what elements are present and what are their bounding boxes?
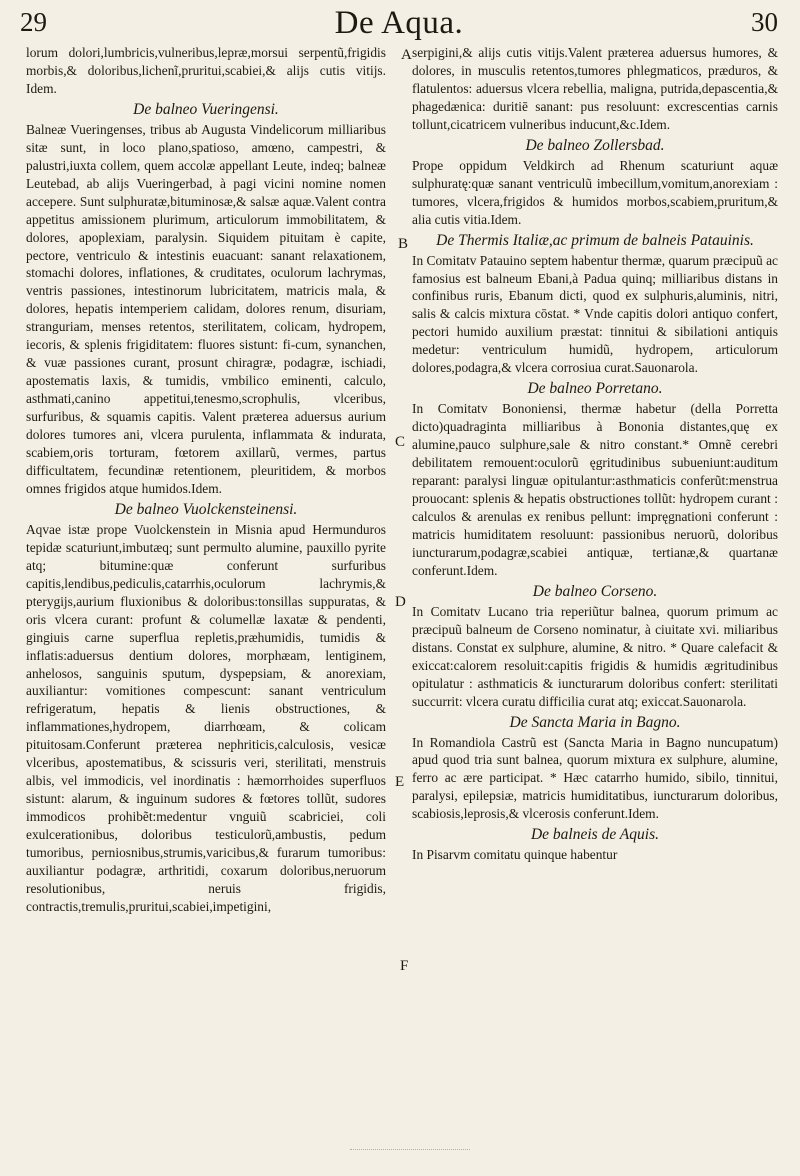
section-heading: De balneo Corseno. — [532, 582, 658, 600]
paragraph: serpigini,& alijs cutis vitijs.Valent præterea aduersus humores, & dolores, in musculis retentos,tumores phlegmaticos, præduros, & flatulentos: aduersus vlcera rebellia, maligna, putrida,depascentia,& phagedænica: duritiē sanant: pus resoluunt: excrescentias carnis tollunt,cicatricem vulneribus inducunt,&c.Idem. — [412, 45, 778, 132]
section-heading: De Sancta Maria in Bagno. — [509, 713, 681, 731]
section-heading: De balneis de Aquis. — [530, 826, 659, 844]
section-heading: De balneo Porretano. — [527, 380, 663, 398]
paragraph: In Comitatv Bononiensi, thermæ habetur (della Porretta dicto)quadraginta milliaribus à Bononia distantes,quę ex alumine,pauco sulphure,sale & nitro constant.* Omnẽ cerebri debilitatem remouent:oculorũ ęgritudinibus subueniunt:auditum reparant: paralysi linguæ opitulantur:asthmaticis conferũt:menstrua prouocant: splenis & hepatis obstructiones tollũt: hydropem curant : calculos & arenulas ex renibus pellunt: impręgnationi conferunt : matricis humiditatem resoluunt: passionibus neruorũ, doloribus iuncturarum,podagræ,scabiei antiquæ, tertianæ,& quartanæ conferunt.Idem. — [412, 401, 778, 578]
section-letter-c: C — [395, 434, 406, 450]
right-text-column — [412, 44, 778, 864]
running-title: De Aqua. — [334, 5, 464, 41]
section-heading: De balneo Vueringensi. — [133, 100, 279, 118]
paragraph: In Comitatv Lucano tria reperiũtur balnea, quorum primum ac præcipuũ balneum de Corseno nominatur, à ciuitate xvi. miliaribus distans. Constat ex sulphure, alumine, & nitro. * Quare calefacit & exiccat:calorem resoluit:capitis frigidis & humidis ægritudinibus opitulatur : asthmaticis & iuncturarum doloribus confert: sterilitati succurrit: vlcera curatu difficilia curat atq; exiccat.Sauonarola. — [412, 603, 778, 709]
page-header — [20, 4, 778, 46]
paragraph: In Pisarvm comitatu quinque habentur — [412, 847, 618, 863]
section-letter-a: A — [401, 47, 412, 63]
section-letter-b: B — [398, 236, 409, 252]
section-heading: De balneo Zollersbad. — [525, 136, 665, 154]
section-heading: De balneo Vuolckensteinensi. — [114, 500, 298, 518]
section-letter-e: E — [395, 774, 405, 790]
section-heading: De Thermis Italiæ,ac primum de balneis Patauinis. — [436, 231, 754, 249]
left-text-column — [26, 44, 386, 916]
paragraph: In Romandiola Castrũ est (Sancta Maria in Bagno nuncupatum) apud quod tria sunt balnea, quorum mixtura ex sulphure, alumine, ferro ac ære participat. * Hæc catarrho humido, sibilo, tinnitui, paralysi, epilepsiæ, matricis humiditatibus, iuncturarum doloribus, scabiosis,leprosis,& vlcerosis conferunt.Idem. — [412, 734, 778, 822]
section-letter-f: F — [400, 958, 409, 974]
page-bottom-edge — [350, 1149, 470, 1176]
paragraph: Prope oppidum Veldkirch ad Rhenum scaturiunt aquæ sulphuratę:quæ sanant ventriculũ imbecillum,vomitum,anorexiam : tumores, vlcera,frigidos & humidos morbos,scabiem,pruritum,& alia cutis vitia.Idem. — [412, 157, 778, 227]
section-letter-d: D — [395, 594, 406, 610]
page-number-left: 29 — [20, 7, 47, 37]
page-number-right: 30 — [751, 7, 778, 37]
paragraph: Balneæ Vueringenses, tribus ab Augusta Vindelicorum milliaribus sitæ sunt, in loco plano,spatioso, amœno, campestri, & palustri,iuxta collem, quem accolæ appellant Leute, indeq; balneæ Leutebad, ab alijs Vueringerbad, à pagi vicini nomine nomen accepere. Sunt sulphuratæ,bituminosæ,& salsæ aquæ.Valent contra appetitus amissionem plurimum, articulorum immobilitatem, & dolores, apoplexiam, paralysin. Siquidem pituitam è capite, pectore, ventriculo & intestinis euacuant: sanant relaxationem, stomachi dolores, inflationes, & cruditates, oculorum lachrymas, ventris passiones, intestinorum lubricitatem, matricis mala, & dolores, hepatis intemperiem calidam, dolores renum, disuriam, stranguriam, menses retentos, sterilitatem, colicam, hydropem, iecoris, & splenis frigiditatem: fluores sistunt: fi-cum, synanchen, & vuæ passiones curant, prosunt chiragræ, podagræ, ischiadi, apostematis laxis, & tumidis, vmbilico eminenti, calculo, asthmati,canino appetitui,tenesmo,scrophulis, vlceribus, surfuribus, & squamis capitis. Valent præterea aduersus aurium dolores tumores ani, vlcera purulenta, inflammata & indurata, scabiem,oris torturam, fœtorem axillarũ, vermes, partus difficultatem, fecundinæ retentionem, pleuritidem, & morbos omnes frigidos atque humidos.Idem. — [26, 121, 386, 496]
paragraph: lorum dolori,lumbricis,vulneribus,lepræ,morsui serpentũ,frigidis morbis,& doloribus,lichenĩ,pruritui,scabiei,& alijs cutis vitijs. Idem. — [26, 45, 386, 96]
paragraph: In Comitatv Patauino septem habentur thermæ, quarum præcipuũ ac famosius est balneum Ebani,à Padua quinq; milliaribus distans in confinibus ruris, Ebanum dicti, quod ex sulphuris,aluminis, nitri, salis & calcis mixtura cōstat. * Vnde capitis dolori antiquo confert, pectori humido auxilium præstat: tinnitui & sibilationi antiquis medetur: ventriculum humidũ, hydropem, articulorum dolores,podagra,& vlcera corrosiua curat.Sauonarola. — [412, 252, 778, 376]
paragraph: Aqvae istæ prope Vuolckenstein in Misnia apud Hermunduros tepidæ scaturiunt,imbutæq; sunt permulto alumine, pauxillo pyrite atq; bitumine:quæ conferunt surfuribus capitis,lendibus,pediculis,catarrhis,oculorum lachrymis,& pterygijs,aurium fluxionibus & doloribus:tonsillas suppuratas, & oris vlcera curant: profunt & columellæ laxatæ & pendenti, gingiuis carne superflua repletis,præhumidis, tumidis & inflatis:aduersus dentium dolores, morphæam, lentiginem, anhelosos, sanguinis sputum, dyspepsiam, & anorexiam, auxiliantur: vomitiones compescunt: sanant ventriculum refrigeratum, hepatis & lienis obstructiones, & inflammationes,hydropem, diarrhœam, & colicam pituitosam.Conferunt præterea nephriticis,calculosis, vesicæ vlceribus, apostematibus, & scissuris veri, sterilitati, menstruis albis, vel immodicis, vel inordinatis : hæmorrhoides superfluos sistunt: alarum, & inguinum sudores & fœtores tollũt, sudores immodicos prohibẽt:medentur vnguiũ scabriciei, coli exulcerationibus, doloribus testiculorũ,ambustis, pedum tumoribus, perniosnibus,strumis,varicibus,& furarum tumoribus: auxiliantur podagræ, arthritidi, coxarum doloribus,neruorum resolutionibus, neruis frigidis, contractis,tremulis,pruritui,scabiei,impetigini, — [26, 521, 386, 914]
